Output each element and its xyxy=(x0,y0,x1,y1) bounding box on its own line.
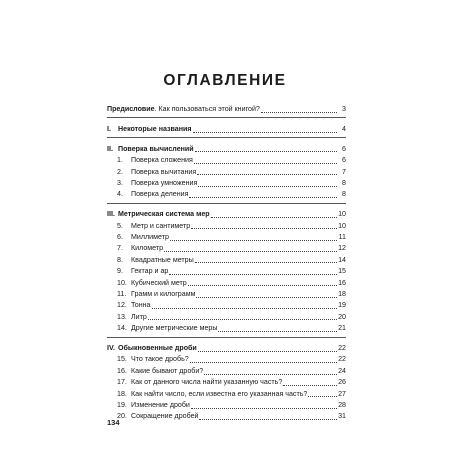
toc-subsection-row-title: Поверка сложения xyxy=(131,156,193,165)
toc-section-row-title: Поверка вычислений xyxy=(118,144,194,153)
toc-subsection-row xyxy=(107,411,346,422)
toc-subsection-row xyxy=(107,389,346,400)
dot-leader xyxy=(190,357,337,363)
toc-subsection-row-number: 13. xyxy=(117,312,127,321)
toc-subsection-row-number: 10. xyxy=(117,278,127,287)
toc-subsection-row-page: 8 xyxy=(342,190,346,199)
toc-subsection-row-title: Сокращение дробей xyxy=(131,412,199,421)
toc-subsection-row xyxy=(107,377,346,388)
toc-section-row-number: I. xyxy=(107,124,111,133)
toc-subsection-row-page: 6 xyxy=(342,156,346,165)
toc-subsection-row xyxy=(107,221,346,232)
toc-subsection-row-title: Как найти число, если известна его указанная часть? xyxy=(131,389,308,398)
toc-subsection-row-title: Тонна xyxy=(131,301,151,310)
dot-leader xyxy=(152,303,337,309)
toc-subsection-row-page: 19 xyxy=(338,301,346,310)
toc-section-row-number: III. xyxy=(107,210,115,219)
dot-leader xyxy=(191,223,337,229)
toc-subsection-row-page: 27 xyxy=(338,389,346,398)
section-divider xyxy=(107,337,346,338)
toc-subsection-row-number: 1. xyxy=(117,156,123,165)
dot-leader xyxy=(170,235,337,241)
toc-subsection-row-number: 11. xyxy=(117,289,127,298)
dot-leader xyxy=(204,369,337,375)
toc-preface-page: 3 xyxy=(342,105,346,113)
toc-subsection-row-page: 14 xyxy=(338,255,346,264)
toc-subsection-row xyxy=(107,312,346,323)
section-divider xyxy=(107,137,346,138)
dot-leader xyxy=(191,403,337,409)
toc-subsection-row xyxy=(107,255,346,266)
toc-subsection-row-number: 4. xyxy=(117,190,123,199)
page-number: 134 xyxy=(107,418,120,427)
toc-subsection-row xyxy=(107,243,346,254)
toc-subsection-row xyxy=(107,178,346,189)
toc-subsection-row-page: 26 xyxy=(338,378,346,387)
toc-subsection-row-number: 8. xyxy=(117,255,123,264)
toc-subsection-row-number: 7. xyxy=(117,244,123,253)
toc-subsection-row xyxy=(107,323,346,334)
toc-subsection-row-number: 20. xyxy=(117,412,127,421)
toc-subsection-row-number: 17. xyxy=(117,378,127,387)
toc-section-row-page: 10 xyxy=(338,210,346,219)
toc-subsection-row-number: 14. xyxy=(117,324,127,333)
dot-leader xyxy=(169,269,337,275)
toc-subsection-row-title: Какие бывают дроби? xyxy=(131,366,204,375)
toc-subsection-row xyxy=(107,354,346,365)
dot-leader xyxy=(189,192,337,198)
dot-leader xyxy=(197,169,337,175)
toc-subsection-row xyxy=(107,167,346,178)
toc-subsection-row-title: Квадратные метры xyxy=(131,255,194,264)
toc-subsection-row-page: 21 xyxy=(338,324,346,333)
toc-subsection-row xyxy=(107,266,346,277)
toc-section-row xyxy=(107,144,346,155)
page-title: ОГЛАВЛЕНИЕ xyxy=(163,72,287,89)
toc-subsection-row-number: 19. xyxy=(117,400,127,409)
toc-subsection-row-title: Как от данного числа найти указанную часть? xyxy=(131,378,283,387)
toc-section-row xyxy=(107,209,346,220)
toc-subsection-row-title: Другие метрические меры xyxy=(131,324,218,333)
dot-leader xyxy=(199,414,337,420)
toc-subsection-row xyxy=(107,278,346,289)
toc-section-row-page: 6 xyxy=(342,144,346,153)
dot-leader xyxy=(195,257,337,263)
section-divider xyxy=(107,203,346,204)
dot-leader xyxy=(195,146,337,152)
toc-subsection-row-page: 16 xyxy=(338,278,346,287)
dot-leader xyxy=(308,391,337,397)
toc-subsection-row-title: Поверка деления xyxy=(131,190,189,199)
toc-section-row-page: 4 xyxy=(342,124,346,133)
toc-subsection-row-number: 16. xyxy=(117,366,127,375)
dot-leader xyxy=(194,158,337,164)
toc-section-row-title: Обыкновенные дроби xyxy=(118,344,197,353)
toc-subsection-row-number: 12. xyxy=(117,301,127,310)
toc-subsection-row-page: 28 xyxy=(338,400,346,409)
toc-subsection-row xyxy=(107,300,346,311)
toc-subsection-row-page: 8 xyxy=(342,178,346,187)
toc-subsection-row-title: Гектар и ар xyxy=(131,267,169,276)
toc-subsection-row-title: Километр xyxy=(131,244,164,253)
toc-preface-label: Предисловие. Как пользоваться этой книгой? xyxy=(107,105,260,113)
toc-subsection-row-number: 3. xyxy=(117,178,123,187)
dot-leader xyxy=(148,314,337,320)
toc-subsection-row-title: Грамм и килограмм xyxy=(131,289,196,298)
toc-subsection-row-title: Кубический метр xyxy=(131,278,187,287)
toc-subsection-row-page: 10 xyxy=(338,221,346,230)
toc-preface-row xyxy=(107,104,346,115)
toc-section-row-title: Некоторые названия xyxy=(118,124,192,133)
toc-subsection-row-page: 18 xyxy=(338,289,346,298)
toc-subsection-row-number: 5. xyxy=(117,221,123,230)
dot-leader xyxy=(198,181,337,187)
toc-subsection-row-number: 15. xyxy=(117,355,127,364)
toc-subsection-row-page: 24 xyxy=(338,366,346,375)
toc-subsection-row-page: 12 xyxy=(338,244,346,253)
toc-subsection-row-number: 9. xyxy=(117,267,123,276)
toc-subsection-row xyxy=(107,232,346,243)
toc-subsection-row-number: 18. xyxy=(117,389,127,398)
dot-leader xyxy=(261,107,337,113)
toc-subsection-row-page: 22 xyxy=(338,355,346,364)
dot-leader xyxy=(283,380,337,386)
toc-subsection-row-number: 6. xyxy=(117,233,123,242)
toc-subsection-row-page: 7 xyxy=(342,167,346,176)
dot-leader xyxy=(188,280,337,286)
dot-leader xyxy=(211,212,337,218)
dot-leader xyxy=(196,292,337,298)
toc-subsection-row-title: Что такое дробь? xyxy=(131,355,189,364)
toc-section-row-number: IV. xyxy=(107,344,116,353)
toc-subsection-row xyxy=(107,289,346,300)
toc-subsection-row-page: 11 xyxy=(338,233,346,242)
toc-subsection-row-title: Поверка умножения xyxy=(131,178,198,187)
toc-subsection-row-page: 15 xyxy=(338,267,346,276)
toc-section-row-number: II. xyxy=(107,144,113,153)
toc-subsection-row-title: Поверка вычитания xyxy=(131,167,197,176)
toc-subsection-row-page: 31 xyxy=(338,412,346,421)
toc-section-row xyxy=(107,124,346,135)
toc-subsection-row-number: 2. xyxy=(117,167,123,176)
toc-section-row-page: 22 xyxy=(338,344,346,353)
dot-leader xyxy=(198,346,337,352)
toc-subsection-row-title: Миллиметр xyxy=(131,233,169,242)
toc-subsection-row xyxy=(107,400,346,411)
toc-subsection-row-title: Изменение дроби xyxy=(131,400,190,409)
toc-subsection-row xyxy=(107,366,346,377)
toc-subsection-row-title: Метр и сантиметр xyxy=(131,221,191,230)
dot-leader xyxy=(164,246,337,252)
toc-subsection-row xyxy=(107,189,346,200)
toc-subsection-row-page: 20 xyxy=(338,312,346,321)
dot-leader xyxy=(218,326,337,332)
section-divider xyxy=(107,117,346,118)
toc-subsection-row xyxy=(107,155,346,166)
toc-section-row-title: Метрическая система мер xyxy=(118,210,210,219)
dot-leader xyxy=(193,127,337,133)
toc-subsection-row-title: Литр xyxy=(131,312,147,321)
table-of-contents xyxy=(107,104,346,423)
toc-section-row xyxy=(107,343,346,354)
